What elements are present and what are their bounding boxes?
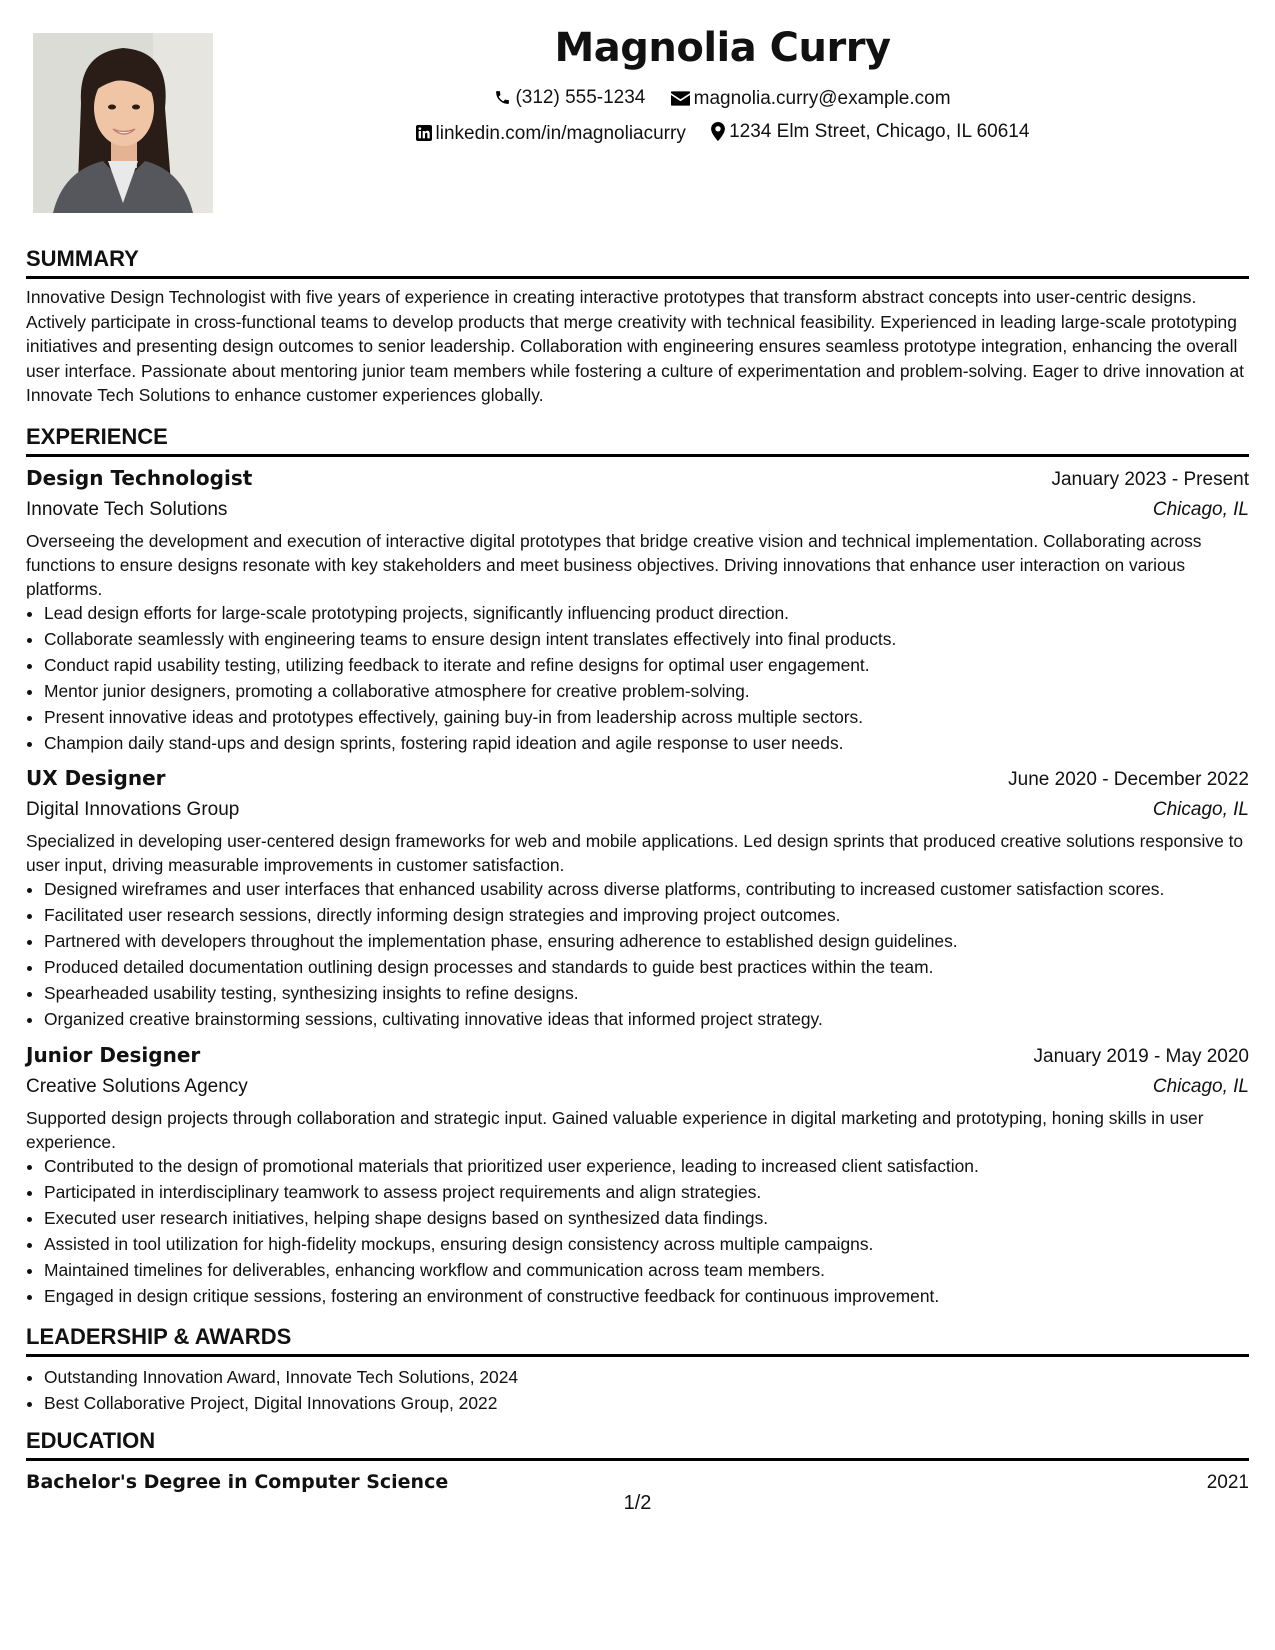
graduation-year: 2021	[1206, 1471, 1249, 1493]
list-item: • Engaged in design critique sessions, fostering an environment of constructive feedback for continuous improvement.	[44, 1284, 1249, 1309]
awards-section	[26, 1324, 1249, 1416]
job-location: Chicago, IL	[1152, 799, 1249, 820]
job-dates: January 2019 - May 2020	[1033, 1045, 1249, 1067]
company-name: Innovate Tech Solutions	[26, 498, 228, 520]
awards-heading: LEADERSHIP & AWARDS	[26, 1324, 1249, 1357]
profile-photo	[33, 33, 213, 213]
job-description: Supported design projects through collaboration and strategic input. Gained valuable experience in digital marketing and prototyping, honing skills in user experience.	[26, 1107, 1204, 1152]
list-item: • Partnered with developers throughout the implementation phase, ensuring adherence to established design guidelines.	[44, 929, 1249, 954]
list-item: • Conduct rapid usability testing, utilizing feedback to iterate and refine designs for optimal user engagement.	[44, 653, 1249, 678]
list-item: • Produced detailed documentation outlining design processes and standards to guide best practices within the team.	[44, 955, 1249, 980]
list-item: • Participated in interdisciplinary teamwork to assess project requirements and align strategies.	[44, 1180, 1249, 1205]
job-bullets	[26, 601, 1249, 756]
resume-body	[26, 246, 1249, 1514]
job-title: Design Technologist	[26, 465, 253, 490]
email-text: magnolia.curry@example.com	[693, 88, 951, 109]
linkedin-text: linkedin.com/in/magnoliacurry	[435, 122, 686, 144]
education-heading: EDUCATION	[26, 1428, 1249, 1461]
contact-line-2	[230, 116, 1215, 151]
phone-icon	[494, 89, 511, 106]
summary-heading: SUMMARY	[26, 246, 1249, 279]
list-item: • Collaborate seamlessly with engineering teams to ensure design intent translates effectively into final products.	[44, 627, 1249, 652]
list-item: • Mentor junior designers, promoting a collaborative atmosphere for creative problem-solving.	[44, 679, 1249, 704]
list-item: • Champion daily stand-ups and design sprints, fostering rapid ideation and agile response to user needs.	[44, 731, 1249, 756]
envelope-icon	[671, 91, 690, 106]
job-dates: June 2020 - December 2022	[1008, 769, 1249, 790]
job-entry	[26, 763, 1249, 1032]
job-location: Chicago, IL	[1152, 498, 1249, 520]
page-number: 1/2	[623, 1492, 652, 1514]
list-item: • Best Collaborative Project, Digital Innovations Group, 2022	[44, 1391, 1249, 1416]
list-item: • Facilitated user research sessions, directly informing design strategies and improving project outcomes.	[44, 903, 1249, 928]
summary-section	[26, 246, 1249, 408]
experience-heading: EXPERIENCE	[26, 424, 1249, 457]
phone-contact[interactable]	[494, 82, 645, 113]
list-item: • Present innovative ideas and prototypes effectively, gaining buy-in from leadership across multiple sectors.	[44, 705, 1249, 730]
candidate-name: Magnolia Curry	[554, 25, 891, 71]
address-text: 1234 Elm Street, Chicago, IL 60614	[729, 121, 1030, 142]
linkedin-icon	[416, 125, 432, 141]
job-entry	[26, 463, 1249, 756]
job-location: Chicago, IL	[1152, 1075, 1249, 1097]
job-bullets	[26, 877, 1249, 1032]
list-item: • Lead design efforts for large-scale prototyping projects, significantly influencing product direction.	[44, 601, 1249, 626]
linkedin-contact[interactable]	[416, 118, 686, 149]
job-title: Junior Designer	[26, 1042, 201, 1067]
job-title: UX Designer	[26, 766, 166, 790]
list-item: • Organized creative brainstorming sessions, cultivating innovative ideas that informed project strategy.	[44, 1007, 1249, 1032]
contact-line-1	[230, 82, 1215, 116]
list-item: • Spearheaded usability testing, synthesizing insights to refine designs.	[44, 981, 1249, 1006]
job-bullets	[26, 1154, 1249, 1309]
list-item: • Executed user research initiatives, helping shape designs based on synthesized data findings.	[44, 1206, 1249, 1231]
education-section	[26, 1428, 1249, 1498]
map-pin-icon	[711, 122, 725, 141]
list-item: • Designed wireframes and user interfaces that enhanced usability across diverse platforms, contributing to increased customer satisfaction scores.	[44, 877, 1249, 902]
summary-text: Innovative Design Technologist with five years of experience in creating interactive prototypes that transform abstract concepts into user-centric designs. Actively participate in cross-functional teams to develop products that merge creativity with technical feasibility. Experienced in leading large-scale prototyping initiatives and presenting design outcomes to senior leadership. Collaboration with engineering ensures seamless prototype integration, enhancing the overall user interface. Passionate about mentoring junior team members while fostering a culture of experimentation and problem-solving. Eager to drive innovation at Innovate Tech Solutions to enhance customer experiences globally.	[26, 287, 1244, 405]
awards-list	[26, 1365, 1249, 1416]
job-entry	[26, 1040, 1249, 1309]
job-description: Overseeing the development and execution of interactive digital prototypes that bridge creative vision and technical implementation. Collaborating across functions to ensure designs resonate with key stakeholders and meet business objectives. Driving innovations that enhance user interaction on various platforms.	[26, 530, 1202, 599]
job-description: Specialized in developing user-centered design frameworks for web and mobile applications. Led design sprints that produced creative solutions responsive to user input, driving measurable improvements in customer satisfaction.	[26, 831, 1244, 875]
list-item: • Outstanding Innovation Award, Innovate Tech Solutions, 2024	[44, 1365, 1249, 1390]
list-item: • Maintained timelines for deliverables, enhancing workflow and communication across team members.	[44, 1258, 1249, 1283]
company-name: Creative Solutions Agency	[26, 1075, 248, 1097]
resume-header	[230, 20, 1215, 151]
job-dates: January 2023 - Present	[1051, 468, 1249, 490]
phone-text: (312) 555-1234	[515, 87, 646, 108]
list-item: • Contributed to the design of promotional materials that prioritized user experience, leading to increased client satisfaction.	[44, 1154, 1249, 1179]
list-item: • Assisted in tool utilization for high-fidelity mockups, ensuring design consistency across multiple campaigns.	[44, 1232, 1249, 1257]
degree-title: Bachelor's Degree in Computer Science	[26, 1470, 449, 1493]
company-name: Digital Innovations Group	[26, 799, 240, 820]
experience-section	[26, 424, 1249, 1309]
email-contact[interactable]	[671, 83, 951, 114]
address-contact	[711, 116, 1029, 147]
